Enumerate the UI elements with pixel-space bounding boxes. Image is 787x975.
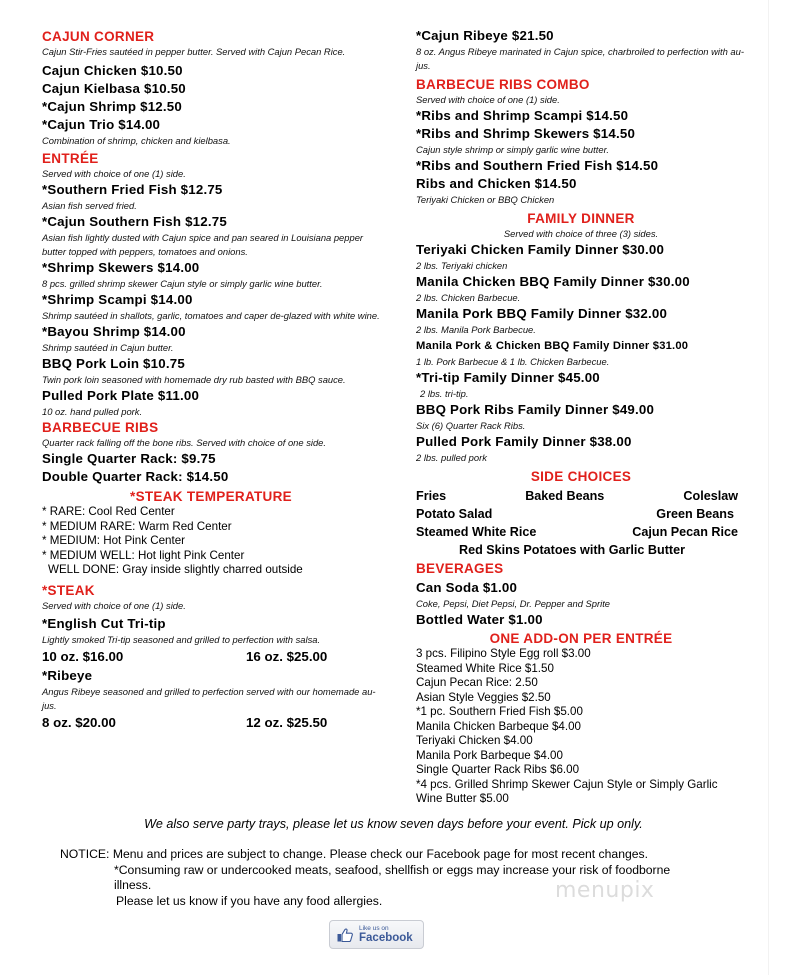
- menu-item: *Tri-tip Family Dinner $45.00: [416, 370, 600, 385]
- menu-item: Cajun Chicken $10.50: [42, 63, 183, 78]
- item-desc: 8 oz. Angus Ribeye marinated in Cajun spice, charbroiled to perfection with au-jus.: [416, 46, 744, 71]
- left-column: [42, 28, 380, 733]
- section-desc: Served with choice of one (1) side.: [416, 94, 560, 105]
- item-desc: Lightly smoked Tri-tip seasoned and grilled to perfection with salsa.: [42, 633, 321, 645]
- menu-item: *Cajun Southern Fish $12.75: [42, 214, 227, 229]
- item-desc: 1 lb. Pork Barbecue & 1 lb. Chicken Barbecue.: [416, 356, 610, 367]
- temp-item: WELL DONE: Gray inside slightly charred outside: [48, 563, 303, 576]
- menu-item: *English Cut Tri-tip: [42, 615, 166, 631]
- right-column: [416, 28, 746, 807]
- addon-item: *4 pcs. Grilled Shrimp Skewer Cajun Style or Simply Garlic Wine Butter $5.00: [416, 777, 718, 805]
- notice-line: *Consuming raw or undercooked meats, seafood, shellfish or eggs may increase your risk of foodborne illness.: [114, 862, 671, 892]
- item-desc: Asian fish lightly dusted with Cajun spice and pan seared in Louisiana pepper butter topped with peppers, tomatoes and onions.: [42, 232, 364, 257]
- side-item: Potato Salad: [416, 507, 493, 521]
- addon-item: Single Quarter Rack Ribs $6.00: [416, 763, 580, 776]
- section-title-steak-temperature: *STEAK TEMPERATURE: [130, 489, 292, 504]
- menu-item: Single Quarter Rack: $9.75: [42, 451, 216, 466]
- addon-item: Asian Style Veggies $2.50: [416, 690, 551, 704]
- sides-row: [416, 523, 746, 541]
- addon-item: Manila Pork Barbeque $4.00: [416, 748, 563, 762]
- side-item: Baked Beans: [525, 489, 605, 503]
- section-title-beverages: BEVERAGES: [416, 561, 504, 576]
- addon-item: Steamed White Rice $1.50: [416, 661, 554, 675]
- section-title-ribs-combo: BARBECUE RIBS COMBO: [416, 77, 590, 92]
- item-desc: Cajun style shrimp or simply garlic wine butter.: [416, 144, 609, 155]
- temp-item: * RARE: Cool Red Center: [42, 505, 175, 518]
- section-title-steak: *STEAK: [42, 582, 95, 598]
- menu-item: *Shrimp Skewers $14.00: [42, 260, 200, 275]
- menu-item: *Shrimp Scampi $14.00: [42, 292, 193, 307]
- like-us-text: Like us on: [359, 925, 389, 932]
- menu-item: Manila Pork BBQ Family Dinner $32.00: [416, 306, 668, 321]
- item-desc: Twin pork loin seasoned with homemade dry rub basted with BBQ sauce.: [42, 374, 346, 385]
- addon-item: Manila Chicken Barbeque $4.00: [416, 719, 581, 733]
- item-desc: 8 pcs. grilled shrimp skewer Cajun style or simply garlic wine butter.: [42, 278, 323, 289]
- menu-item: Manila Chicken BBQ Family Dinner $30.00: [416, 274, 690, 289]
- temp-item: * MEDIUM: Hot Pink Center: [42, 534, 186, 547]
- sides-row: [416, 487, 746, 505]
- item-desc: Teriyaki Chicken or BBQ Chicken: [416, 194, 555, 205]
- menu-item: Ribs and Chicken $14.50: [416, 176, 577, 191]
- section-title-add-on: ONE ADD-ON PER ENTRÉE: [489, 631, 673, 646]
- item-desc: 2 lbs. Manila Pork Barbecue.: [416, 324, 536, 335]
- facebook-label: [359, 925, 413, 944]
- addon-item: Teriyaki Chicken $4.00: [416, 734, 533, 747]
- menu-item: *Bayou Shrimp $14.00: [42, 324, 186, 339]
- menu-item: *Ribs and Southern Fried Fish $14.50: [416, 158, 659, 173]
- addon-item: 3 pcs. Filipino Style Egg roll $3.00: [416, 647, 591, 660]
- menu-item: *Cajun Ribeye $21.50: [416, 28, 554, 43]
- section-desc: Served with choice of three (3) sides.: [503, 228, 659, 239]
- menu-item: *Ribs and Shrimp Scampi $14.50: [416, 108, 629, 123]
- facebook-like-button[interactable]: [329, 920, 424, 949]
- item-desc: Combination of shrimp, chicken and kielbasa.: [42, 135, 231, 146]
- item-desc: 2 lbs. Chicken Barbecue.: [416, 292, 521, 303]
- section-title-family-dinner: FAMILY DINNER: [527, 211, 635, 226]
- section-desc: Quarter rack falling off the bone ribs. Served with choice of one side.: [42, 437, 327, 448]
- addon-item: Cajun Pecan Rice: 2.50: [416, 676, 538, 689]
- section-title-cajun-corner: CAJUN CORNER: [42, 29, 155, 44]
- side-item: Cajun Pecan Rice: [632, 525, 738, 539]
- menu-item: Manila Pork & Chicken BBQ Family Dinner $31.00: [416, 340, 689, 352]
- side-item: Green Beans: [656, 507, 734, 521]
- menu-item: Pulled Pork Family Dinner $38.00: [416, 434, 632, 449]
- side-item: Steamed White Rice: [416, 525, 537, 539]
- item-desc: Six (6) Quarter Rack Ribs.: [416, 420, 526, 431]
- menu-item: Double Quarter Rack: $14.50: [42, 469, 229, 484]
- menupix-watermark: menupix: [555, 878, 655, 903]
- price-row: [42, 713, 380, 733]
- price-option: 10 oz. $16.00: [42, 648, 124, 664]
- addon-item: *1 pc. Southern Fried Fish $5.00: [416, 705, 583, 718]
- facebook-text: Facebook: [359, 932, 413, 944]
- menu-item: *Ribeye: [42, 667, 93, 683]
- item-desc: 2 lbs. tri-tip.: [420, 388, 469, 399]
- item-desc: 2 lbs. pulled pork: [416, 452, 487, 463]
- sides-row: [416, 505, 746, 523]
- item-desc: Coke, Pepsi, Diet Pepsi, Dr. Pepper and Sprite: [416, 598, 611, 609]
- side-item: Coleslaw: [683, 489, 738, 503]
- section-desc: Cajun Stir-Fries sautéed in pepper butter. Served with Cajun Pecan Rice.: [42, 46, 346, 57]
- item-desc: Shrimp sautéed in shallots, garlic, tomatoes and caper de-glazed with white wine.: [42, 310, 380, 321]
- price-option: 8 oz. $20.00: [42, 714, 116, 730]
- item-desc: Angus Ribeye seasoned and grilled to perfection served with our homemade au-jus.: [42, 685, 376, 711]
- section-title-entree: ENTRÉE: [42, 151, 99, 166]
- temp-item: * MEDIUM RARE: Warm Red Center: [42, 519, 232, 533]
- menu-item: *Southern Fried Fish $12.75: [42, 182, 223, 197]
- menu-item: Teriyaki Chicken Family Dinner $30.00: [416, 242, 665, 257]
- party-trays-note: We also serve party trays, please let us know seven days before your event. Pick up only.: [144, 817, 643, 831]
- item-desc: 10 oz. hand pulled pork.: [42, 406, 143, 417]
- section-title-side-choices: SIDE CHOICES: [530, 469, 632, 484]
- menu-item: *Ribs and Shrimp Skewers $14.50: [416, 126, 636, 141]
- item-desc: 2 lbs. Teriyaki chicken: [416, 260, 508, 271]
- section-title-barbecue-ribs: BARBECUE RIBS: [42, 420, 159, 435]
- item-desc: Asian fish served fried.: [42, 200, 137, 211]
- menu-item: BBQ Pork Loin $10.75: [42, 356, 185, 371]
- thumbs-up-icon: [337, 928, 353, 942]
- price-option: 12 oz. $25.50: [246, 714, 328, 730]
- side-item: Red Skins Potatoes with Garlic Butter: [458, 543, 686, 557]
- side-item: Fries: [416, 489, 447, 503]
- notice-line: Please let us know if you have any food allergies.: [116, 893, 383, 908]
- price-option: 16 oz. $25.00: [246, 648, 328, 664]
- section-desc: Served with choice of one (1) side.: [42, 168, 186, 179]
- menu-item: Pulled Pork Plate $11.00: [42, 388, 200, 403]
- menu-item: BBQ Pork Ribs Family Dinner $49.00: [416, 402, 655, 417]
- menu-item: *Cajun Trio $14.00: [42, 117, 161, 132]
- item-desc: Shrimp sautéed in Cajun butter.: [42, 342, 174, 353]
- notice-line: NOTICE: Menu and prices are subject to change. Please check our Facebook page for most recent changes.: [60, 847, 649, 861]
- temp-item: * MEDIUM WELL: Hot light Pink Center: [42, 548, 245, 562]
- price-row: [42, 647, 380, 667]
- menu-item: Cajun Kielbasa $10.50: [42, 81, 186, 96]
- menu-item: Bottled Water $1.00: [416, 612, 543, 627]
- menu-item: Can Soda $1.00: [416, 580, 518, 595]
- menu-item: *Cajun Shrimp $12.50: [42, 99, 182, 114]
- section-desc: Served with choice of one (1) side.: [42, 599, 186, 611]
